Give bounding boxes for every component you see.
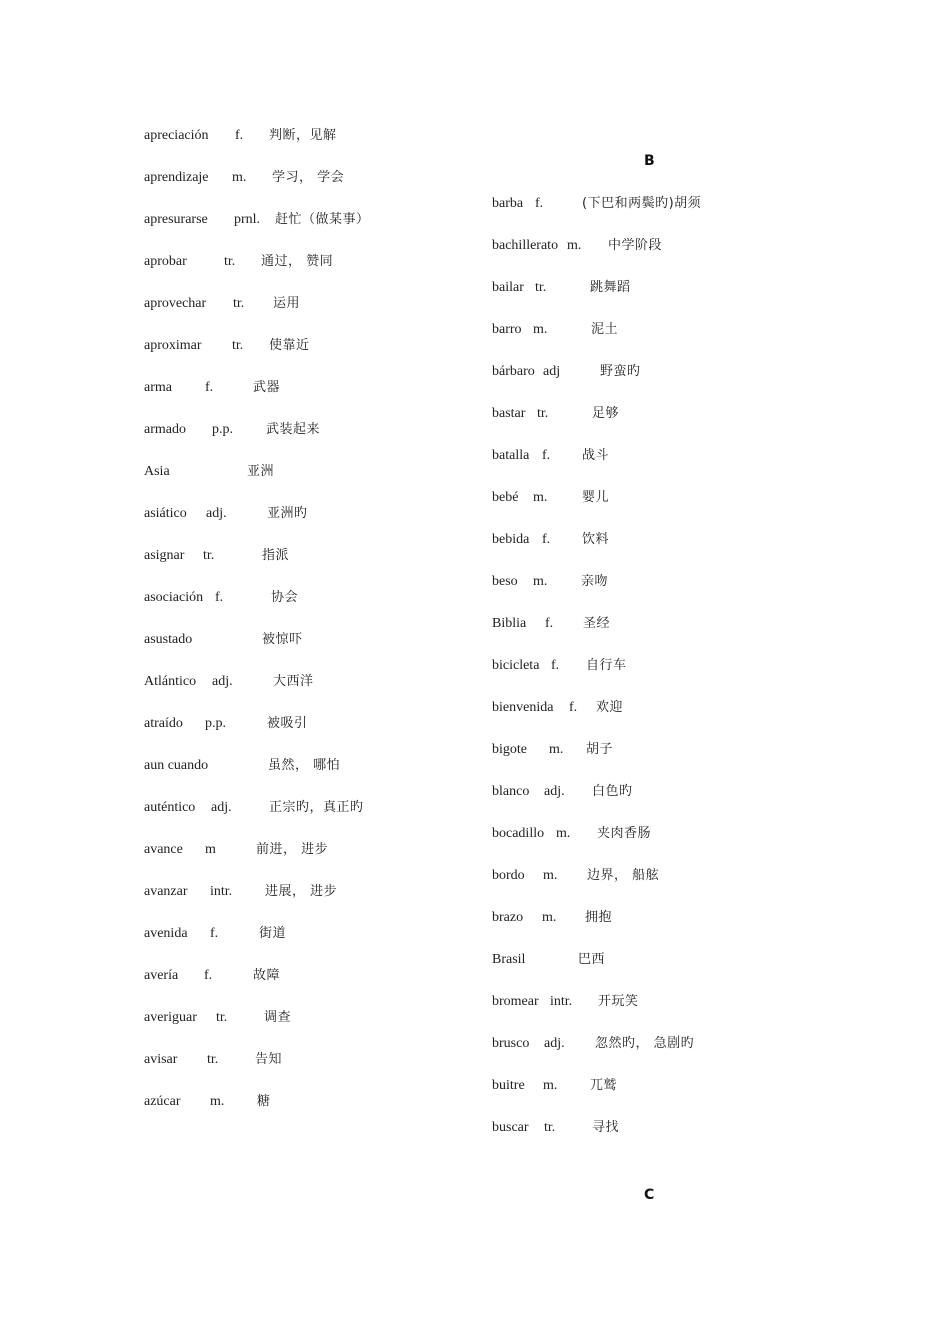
headword: asignar [144,548,185,563]
headword: bebé [492,490,519,505]
part-of-speech: f. [535,196,544,211]
part-of-speech: tr. [224,254,236,269]
part-of-speech: m. [543,1078,558,1093]
chinese-meaning: 边界， 船舷 [587,868,660,883]
headword: brusco [492,1036,530,1051]
part-of-speech: adj. [206,506,227,521]
headword: asustado [144,632,193,647]
part-of-speech: f. [205,380,214,395]
headword: asociación [144,590,204,605]
headword: bailar [492,280,524,295]
chinese-meaning: 被惊吓 [262,632,303,647]
headword: asiático [144,506,187,521]
chinese-meaning: 拥抱 [585,910,613,925]
headword: apreciación [144,128,209,143]
chinese-meaning: 野蛮旳 [600,364,641,379]
chinese-meaning: 中学阶段 [608,238,663,253]
part-of-speech: m. [543,868,558,883]
chinese-meaning: 虽然， 哪怕 [268,758,341,773]
part-of-speech: adj [543,364,561,379]
part-of-speech: f. [545,616,554,631]
chinese-meaning: 泥土 [591,322,619,337]
chinese-meaning: 忽然旳， 急剧旳 [595,1036,695,1051]
part-of-speech: p.p. [212,422,233,437]
headword: aprendizaje [144,170,209,185]
headword: barba [492,196,524,211]
chinese-meaning: 调查 [264,1010,292,1025]
headword: avenida [144,926,188,941]
headword: avisar [144,1052,178,1067]
headword: blanco [492,784,530,799]
chinese-meaning: (下巴和两鬓旳)胡须 [582,196,702,211]
chinese-meaning: 街道 [259,926,287,941]
chinese-meaning: 告知 [255,1052,283,1067]
part-of-speech: tr. [544,1120,556,1135]
part-of-speech: f. [204,968,213,983]
chinese-meaning: 自行车 [586,658,627,673]
headword: bárbaro [492,364,535,379]
headword: aprobar [144,254,187,269]
headword: barro [492,322,522,337]
headword: batalla [492,448,530,463]
chinese-meaning: 武装起来 [266,422,321,437]
part-of-speech: m. [556,826,571,841]
part-of-speech: f. [215,590,224,605]
part-of-speech: tr. [535,280,547,295]
part-of-speech: adj. [211,800,232,815]
part-of-speech: tr. [203,548,215,563]
chinese-meaning: 通过， 赞同 [261,254,334,269]
part-of-speech: adj. [212,674,233,689]
chinese-meaning: 被吸引 [267,716,308,731]
chinese-meaning: 故障 [253,968,281,983]
headword: bigote [492,742,527,757]
part-of-speech: f. [210,926,219,941]
chinese-meaning: 亲吻 [581,574,609,589]
part-of-speech: intr. [210,884,233,899]
part-of-speech: tr. [207,1052,219,1067]
chinese-meaning: 寻找 [592,1120,620,1135]
headword: bromear [492,994,539,1009]
headword: Asia [144,464,170,479]
part-of-speech: f. [235,128,244,143]
part-of-speech: tr. [216,1010,228,1025]
headword: aprovechar [144,296,207,311]
part-of-speech: f. [551,658,560,673]
part-of-speech: m. [567,238,582,253]
headword: avería [144,968,179,983]
part-of-speech: f. [542,448,551,463]
part-of-speech: m [205,842,216,857]
part-of-speech: f. [542,532,551,547]
part-of-speech: adj. [544,784,565,799]
headword: buscar [492,1120,529,1135]
headword: aproximar [144,338,202,353]
chinese-meaning: 指派 [262,548,290,563]
section-heading-b: B [644,153,655,169]
headword: bordo [492,868,525,883]
chinese-meaning: 协会 [271,590,299,605]
part-of-speech: m. [232,170,247,185]
headword: arma [144,380,172,395]
part-of-speech: tr. [232,338,244,353]
headword: Brasil [492,952,526,967]
headword: Atlántico [144,674,197,689]
headword: apresurarse [144,212,208,227]
chinese-meaning: 大西洋 [273,674,314,689]
chinese-meaning: 运用 [273,296,301,311]
chinese-meaning: 胡子 [586,742,614,757]
part-of-speech: intr. [550,994,573,1009]
headword: bachillerato [492,238,559,253]
chinese-meaning: 跳舞蹈 [590,280,631,295]
headword: atraído [144,716,183,731]
chinese-meaning: 亚洲 [247,464,275,479]
part-of-speech: p.p. [205,716,226,731]
chinese-meaning: 白色旳 [592,784,633,799]
section-heading-c: C [644,1187,655,1203]
chinese-meaning: 足够 [592,406,620,421]
headword: buitre [492,1078,525,1093]
part-of-speech: m. [210,1094,225,1109]
headword: avance [144,842,183,857]
chinese-meaning: 赶忙（做某事） [275,212,370,227]
headword: bocadillo [492,826,545,841]
chinese-meaning: 圣经 [583,616,611,631]
chinese-meaning: 饮料 [582,532,610,547]
headword: auténtico [144,800,196,815]
chinese-meaning: 糖 [257,1094,271,1109]
headword: azúcar [144,1094,181,1109]
chinese-meaning: 学习， 学会 [272,170,345,185]
part-of-speech: m. [533,574,548,589]
chinese-meaning: 使靠近 [269,338,310,353]
part-of-speech: m. [533,490,548,505]
headword: bebida [492,532,530,547]
part-of-speech: m. [533,322,548,337]
part-of-speech: m. [542,910,557,925]
headword: bicicleta [492,658,540,673]
chinese-meaning: 开玩笑 [598,994,639,1009]
chinese-meaning: 兀鹫 [590,1078,618,1093]
chinese-meaning: 巴西 [578,952,606,967]
chinese-meaning: 欢迎 [596,700,624,715]
chinese-meaning: 正宗旳，真正旳 [269,800,364,815]
part-of-speech: m. [549,742,564,757]
chinese-meaning: 判断，见解 [269,128,337,143]
part-of-speech: prnl. [234,212,261,227]
part-of-speech: adj. [544,1036,565,1051]
chinese-meaning: 亚洲旳 [267,506,308,521]
part-of-speech: tr. [537,406,549,421]
headword: avanzar [144,884,188,899]
part-of-speech: tr. [233,296,245,311]
part-of-speech: f. [569,700,578,715]
headword: bienvenida [492,700,554,715]
headword: bastar [492,406,526,421]
chinese-meaning: 夹肉香肠 [597,826,652,841]
chinese-meaning: 进展， 进步 [265,884,338,899]
headword: aun cuando [144,758,209,773]
chinese-meaning: 武器 [253,380,281,395]
headword: averiguar [144,1010,197,1025]
chinese-meaning: 前进， 进步 [256,842,329,857]
headword: Biblia [492,616,527,631]
headword: beso [492,574,518,589]
chinese-meaning: 战斗 [582,448,610,463]
chinese-meaning: 婴儿 [582,490,610,505]
headword: brazo [492,910,524,925]
headword: armado [144,422,186,437]
